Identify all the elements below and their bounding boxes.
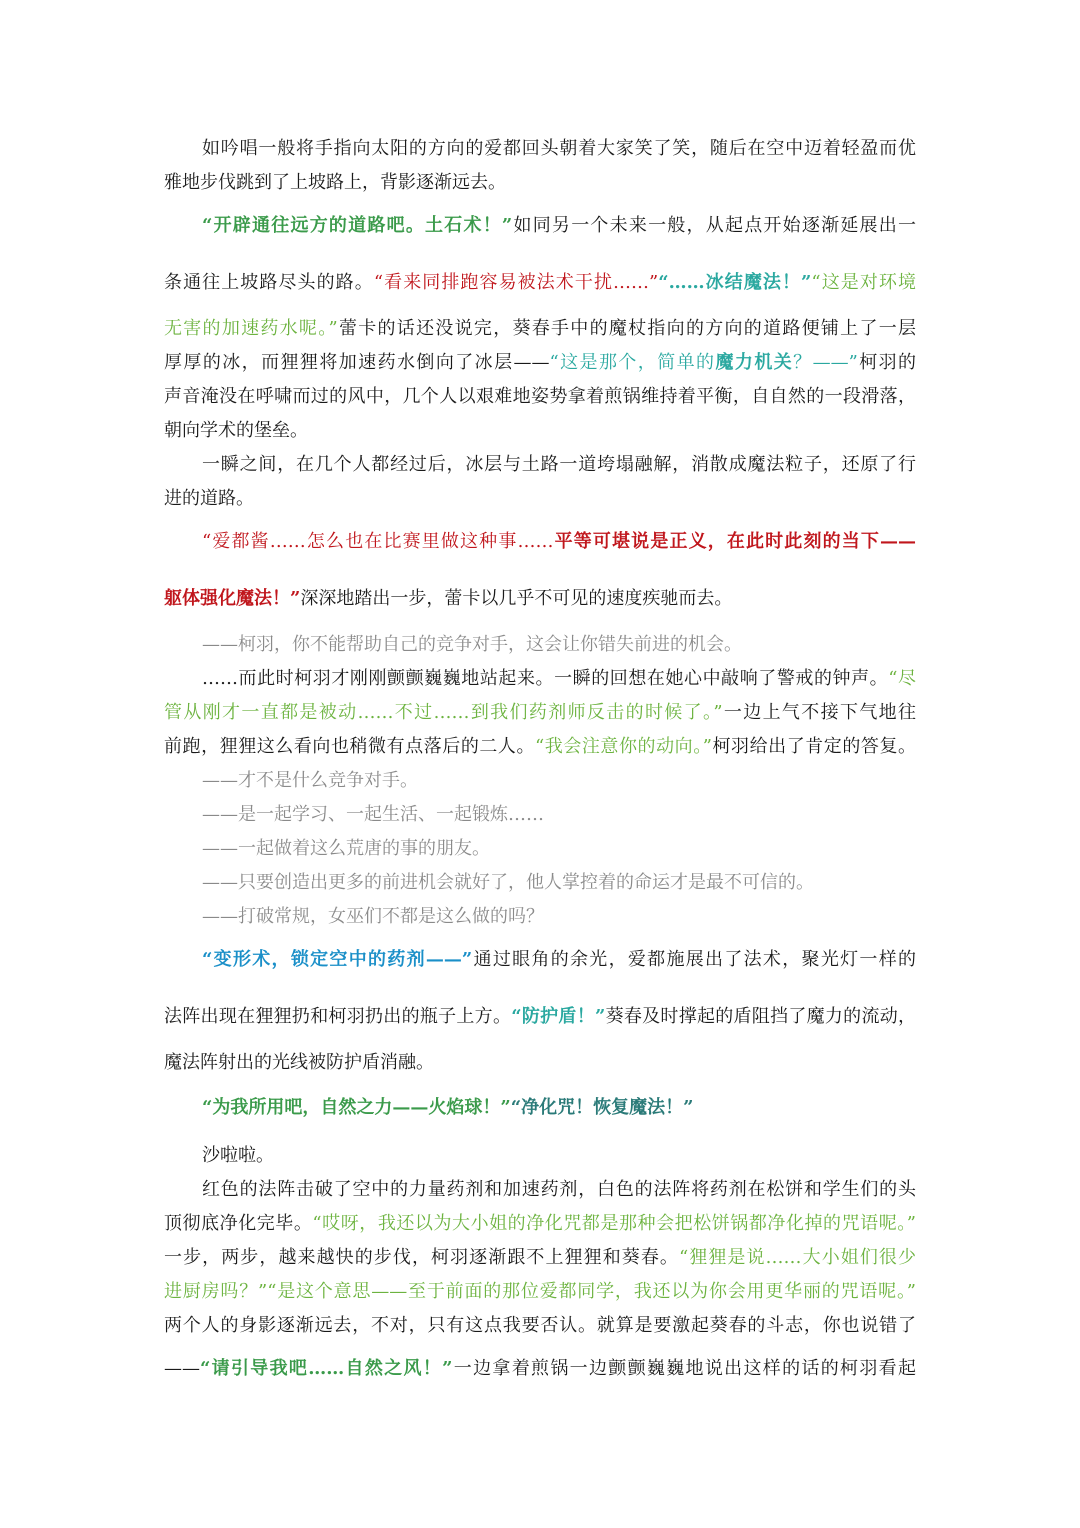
text-line bbox=[164, 1279, 916, 1305]
text-segment: 如同另一个未来一般，从起点开始逐渐延展出一 bbox=[512, 215, 916, 236]
text-line bbox=[202, 632, 916, 658]
text-line bbox=[202, 136, 916, 162]
text-segment: 管从刚才一直都是被动……不过……到我们药剂师反击的时候了。” bbox=[164, 702, 723, 723]
text-segment: 平等可堪说是正义，在此时此刻的当下—— bbox=[553, 531, 916, 552]
text-segment: “这是那个，简单的 bbox=[549, 352, 716, 373]
text-segment: ——打破常规，女巫们不都是这么做的吗？ bbox=[202, 906, 544, 927]
text-segment: 一步，两步，越来越快的步伐，柯羽逐渐跟不上狸狸和葵春。 bbox=[164, 1247, 679, 1268]
text-segment: 声音淹没在呼啸而过的风中，几个人以艰难地姿势拿着煎锅维持着平衡，自自然的一段滑落， bbox=[164, 386, 916, 407]
text-segment: ——只要创造出更多的前进机会就好了，他人掌控着的命运才是最不可信的。 bbox=[202, 872, 814, 893]
text-line bbox=[164, 734, 916, 760]
text-segment: “看来同排跑容易被法术干扰……” bbox=[373, 272, 659, 293]
text-segment: 顶彻底净化完毕。 bbox=[164, 1213, 313, 1234]
text-segment: 条通往上坡路尽头的路。 bbox=[164, 272, 374, 293]
text-line bbox=[202, 836, 916, 862]
text-segment: 一瞬之间，在几个人都经过后，冰层与土路一道垮塌融解，消散成魔法粒子，还原了行 bbox=[202, 454, 916, 475]
text-line bbox=[202, 802, 916, 828]
text-segment: 葵春及时撑起的盾阻挡了魔力的流动， bbox=[605, 1006, 916, 1027]
text-line bbox=[202, 529, 916, 555]
text-segment: 雅地步伐跳到了上坡路上，背影逐渐远去。 bbox=[164, 172, 506, 193]
text-line bbox=[164, 384, 916, 410]
text-segment: 蕾卡的话还没说完，葵春手中的魔杖指向的方向的道路便铺上了一层 bbox=[337, 318, 916, 339]
text-segment: “爱都酱……怎么也在比赛里做这种事…… bbox=[202, 531, 554, 552]
text-line bbox=[164, 1004, 916, 1030]
text-segment: “尽 bbox=[888, 668, 916, 689]
text-segment: 进的道路。 bbox=[164, 488, 254, 509]
text-segment: “净化咒！恢复魔法！” bbox=[510, 1097, 694, 1118]
text-line bbox=[164, 170, 916, 196]
text-segment: “我会注意你的动向。” bbox=[535, 736, 712, 757]
text-line bbox=[164, 486, 916, 512]
text-segment: 柯羽的 bbox=[857, 352, 916, 373]
text-segment: “这是对环境 bbox=[811, 272, 916, 293]
text-segment: “请引导我吧……自然之风！” bbox=[200, 1358, 453, 1379]
text-segment: ——柯羽，你不能帮助自己的竞争对手，这会让你错失前进的机会。 bbox=[202, 634, 742, 655]
text-line bbox=[164, 1211, 916, 1237]
text-segment: 厚厚的冰，而狸狸将加速药水倒向了冰层—— bbox=[164, 352, 550, 373]
text-line bbox=[202, 904, 916, 930]
text-segment: “哎呀，我还以为大小姐的净化咒都是那种会把松饼锅都净化掉的咒语呢。” bbox=[312, 1213, 916, 1234]
text-segment: “开辟通往远方的道路吧。土石术！” bbox=[202, 215, 513, 236]
text-segment: 两个人的身影逐渐远去，不对，只有这点我要否认。就算是要激起葵春的斗志，你也说错了 bbox=[164, 1315, 916, 1336]
text-segment: “为我所用吧，自然之力——火焰球！” bbox=[202, 1097, 511, 1118]
text-line bbox=[164, 700, 916, 726]
text-line bbox=[202, 1177, 916, 1203]
text-segment: ——一起做着这么荒唐的事的朋友。 bbox=[202, 838, 490, 859]
text-segment: 红色的法阵击破了空中的力量药剂和加速药剂，白色的法阵将药剂在松饼和学生们的头 bbox=[202, 1179, 916, 1200]
text-segment: “……冰结魔法！” bbox=[658, 272, 812, 293]
text-line bbox=[164, 1245, 916, 1271]
text-line bbox=[202, 947, 916, 973]
text-line bbox=[202, 452, 916, 478]
text-segment: “狸狸是说……大小姐们很少 bbox=[678, 1247, 916, 1268]
text-segment: ……而此时柯羽才刚刚颤颤巍巍地站起来。一瞬的回想在她心中敲响了警戒的钟声。 bbox=[202, 668, 889, 689]
text-segment: ——才不是什么竞争对手。 bbox=[202, 770, 418, 791]
text-line bbox=[202, 1143, 916, 1169]
text-line bbox=[202, 768, 916, 794]
text-line bbox=[202, 870, 916, 896]
text-segment: 一边拿着煎锅一边颤颤巍巍地说出这样的话的柯羽看起 bbox=[452, 1358, 916, 1379]
text-line bbox=[164, 1050, 916, 1076]
text-line bbox=[164, 1313, 916, 1339]
text-segment: 深深地踏出一步，蕾卡以几乎不可见的速度疾驰而去。 bbox=[300, 588, 733, 609]
text-segment: 通过眼角的余光，爱都施展出了法术，聚光灯一样的 bbox=[472, 949, 916, 970]
text-line bbox=[164, 586, 916, 612]
text-line bbox=[202, 1095, 916, 1121]
text-segment: 沙啦啦。 bbox=[202, 1145, 274, 1166]
text-segment: 躯体强化魔法！” bbox=[164, 588, 301, 609]
text-line bbox=[164, 350, 916, 376]
text-line bbox=[164, 418, 916, 444]
text-segment: 前跑，狸狸这么看向也稍微有点落后的二人。 bbox=[164, 736, 536, 757]
text-segment: 一边上气不接下气地往 bbox=[722, 702, 916, 723]
text-segment: 魔力机关 bbox=[715, 352, 794, 373]
text-line bbox=[164, 270, 916, 296]
text-segment: ？——” bbox=[793, 352, 858, 373]
text-segment: 柯羽给出了肯定的答复。 bbox=[711, 736, 916, 757]
text-segment: —— bbox=[164, 1358, 200, 1379]
text-segment: 进厨房吗？”“是这个意思——至于前面的那位爱都同学，我还以为你会用更华丽的咒语呢。” bbox=[164, 1281, 916, 1302]
text-segment: 法阵出现在狸狸扔和柯羽扔出的瓶子上方。 bbox=[164, 1006, 512, 1027]
text-line bbox=[164, 1356, 916, 1382]
text-segment: 魔法阵射出的光线被防护盾消融。 bbox=[164, 1052, 434, 1073]
text-line bbox=[202, 213, 916, 239]
text-line bbox=[202, 666, 916, 692]
text-line bbox=[164, 316, 916, 342]
text-segment: “变形术，锁定空中的药剂——” bbox=[202, 949, 473, 970]
text-segment: ——是一起学习、一起生活、一起锻炼…… bbox=[202, 804, 544, 825]
text-segment: 朝向学术的堡垒。 bbox=[164, 420, 308, 441]
text-segment: 如吟唱一般将手指向太阳的方向的爱都回头朝着大家笑了笑，随后在空中迈着轻盈而优 bbox=[202, 138, 916, 159]
text-segment: “防护盾！” bbox=[511, 1006, 606, 1027]
text-segment: 无害的加速药水呢。” bbox=[164, 318, 338, 339]
